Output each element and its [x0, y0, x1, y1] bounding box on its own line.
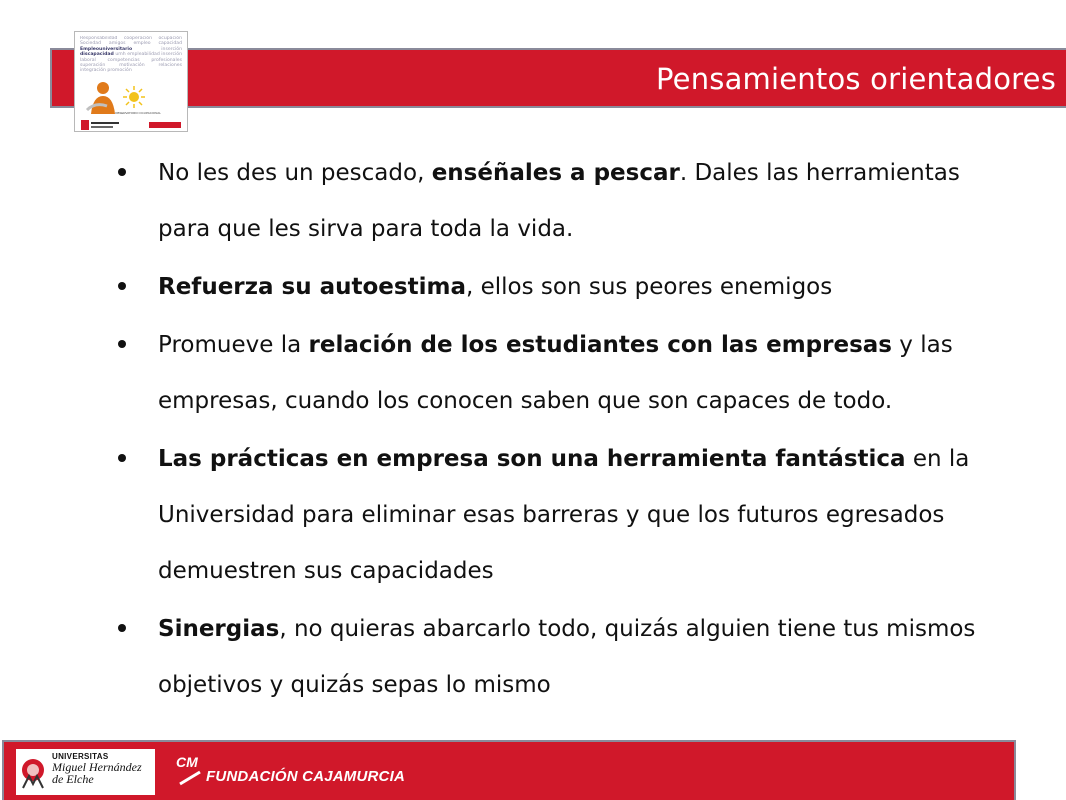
- bullet-item: Refuerza su autoestima, ellos son sus peores enemigos: [118, 259, 998, 315]
- cajamurcia-name: FUNDACIÓN CAJAMURCIA: [206, 768, 405, 785]
- cm-mark: CM: [176, 754, 198, 770]
- bullet-item: Promueve la relación de los estudiantes con las empresas y las empresas, cuando los conocen saben que son capaces de todo.: [118, 317, 998, 429]
- umh-wordmark: UNIVERSITAS Miguel Hernández de Elche: [52, 752, 142, 786]
- empleo-universitario-logo: [74, 31, 188, 132]
- logo-word-cloud: Responsabilidad cooperación ocupación Sociedad amigos empleo capacidad Empleouniversitario inserción discapacidad umh empleabilidad inserción laboral competencias profesionales superación motivación relaciones integración promoción: [80, 36, 182, 74]
- umh-logo: [16, 749, 155, 795]
- bullet-item: Las prácticas en empresa son una herramienta fantástica en la Universidad para eliminar esas barreras y que los futuros egresados demuestren sus capacidades: [118, 431, 998, 599]
- bullet-dot: [118, 340, 126, 348]
- bullet-list: [118, 145, 998, 713]
- cajamurcia-mini-logo: [149, 122, 181, 128]
- cajamurcia-logo: [176, 754, 405, 788]
- bullet-item: Sinergias, no quieras abarcarlo todo, quizás alguien tiene tus mismos objetivos y quizás sepas lo mismo: [118, 601, 998, 713]
- bullet-item: No les des un pescado, enséñales a pescar. Dales las herramientas para que les sirva para toda la vida.: [118, 145, 998, 257]
- cm-swoosh-icon: [178, 770, 202, 786]
- umh-emblem-icon: [19, 752, 49, 792]
- logo-caption: OBSERVATORIO OCUPACIONAL: [115, 111, 161, 115]
- bullet-dot: [118, 282, 126, 290]
- footer-band: [2, 740, 1016, 800]
- slide-title: Pensamientos orientadores: [656, 62, 1056, 96]
- bullet-dot: [118, 168, 126, 176]
- bullet-dot: [118, 624, 126, 632]
- header-band: [50, 48, 1066, 108]
- bullet-dot: [118, 454, 126, 462]
- sun-icon: [123, 86, 145, 108]
- umh-mini-logo: [81, 120, 121, 130]
